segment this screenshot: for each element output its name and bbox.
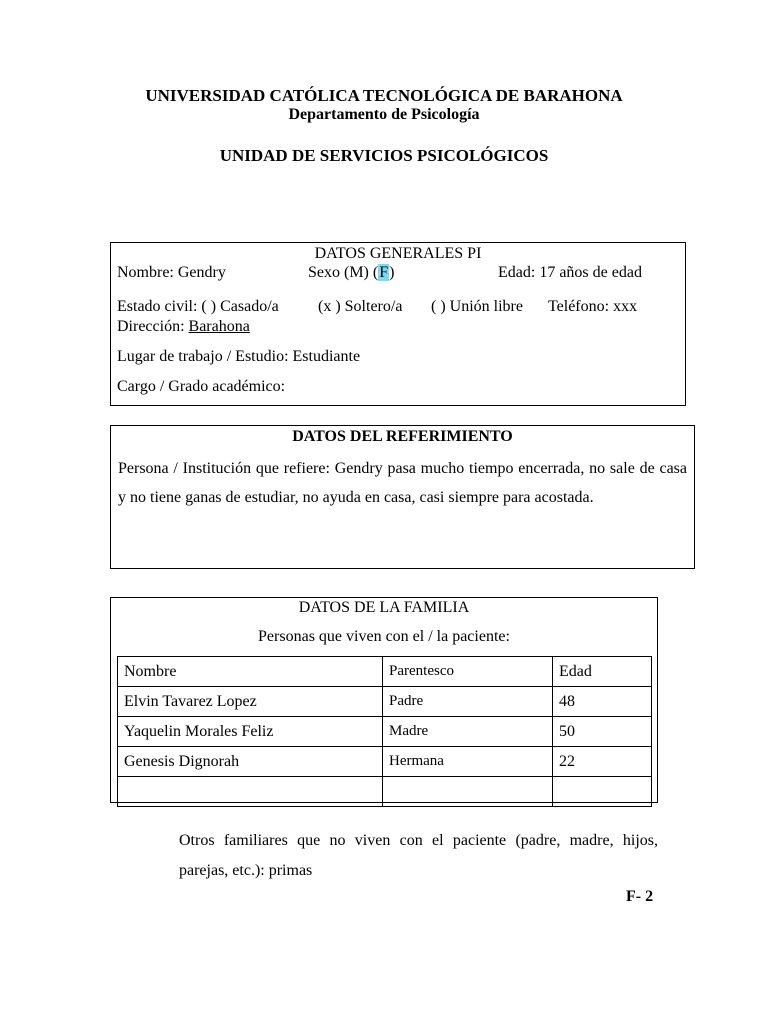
single-option: (x ) Soltero/a bbox=[318, 298, 403, 315]
referral-title: DATOS DEL REFERIMIENTO bbox=[292, 428, 513, 445]
name-field: Nombre: Gendry bbox=[117, 264, 226, 281]
family-table bbox=[117, 656, 652, 807]
page-code: F- 2 bbox=[626, 888, 654, 905]
university-title: UNIVERSIDAD CATÓLICA TECNOLÓGICA DE BARAHONA bbox=[145, 86, 623, 105]
header-nombre: Nombre bbox=[118, 657, 383, 687]
cell-nombre bbox=[118, 777, 383, 807]
sex-selected: F bbox=[379, 264, 389, 281]
workplace-field: Lugar de trabajo / Estudio: Estudiante bbox=[117, 348, 361, 365]
address-label: Dirección: bbox=[117, 318, 189, 335]
other-relatives-text: Otros familiares que no viven con el paciente (padre, madre, hijos, parejas, etc.): primas bbox=[179, 832, 658, 879]
cell-parentesco: Padre bbox=[383, 687, 553, 717]
table-row bbox=[118, 687, 652, 717]
cell-nombre: Elvin Tavarez Lopez bbox=[118, 687, 383, 717]
sex-field bbox=[308, 264, 394, 282]
phone-field: Teléfono: xxx bbox=[548, 298, 638, 315]
referral-box bbox=[110, 425, 695, 569]
table-header-row bbox=[118, 657, 652, 687]
position-field: Cargo / Grado académico: bbox=[117, 378, 286, 395]
sex-prefix: Sexo (M) ( bbox=[308, 264, 379, 281]
cell-edad: 22 bbox=[553, 747, 652, 777]
cell-parentesco: Madre bbox=[383, 717, 553, 747]
table-row-empty bbox=[118, 777, 652, 807]
free-union-option: ( ) Unión libre bbox=[431, 298, 523, 315]
referral-text: Persona / Institución que refiere: Gendry pasa mucho tiempo encerrada, no sale de casa y no tiene ganas de estudiar, no ayuda en casa, casi siempre para acostada. bbox=[118, 460, 687, 506]
family-title: DATOS DE LA FAMILIA bbox=[298, 599, 470, 616]
cell-edad bbox=[553, 777, 652, 807]
header-parentesco: Parentesco bbox=[383, 657, 553, 687]
address-value: Barahona bbox=[188, 318, 250, 335]
family-subtitle: Personas que viven con el / la paciente: bbox=[258, 628, 510, 645]
header-edad: Edad bbox=[553, 657, 652, 687]
cell-nombre: Genesis Dignorah bbox=[118, 747, 383, 777]
department-title: Departamento de Psicología bbox=[288, 106, 480, 123]
age-field: Edad: 17 años de edad bbox=[498, 264, 642, 281]
general-data-box bbox=[110, 242, 686, 406]
family-box bbox=[110, 597, 658, 803]
civil-status-field: Estado civil: ( ) Casado/a bbox=[117, 298, 279, 315]
cell-parentesco bbox=[383, 777, 553, 807]
cell-nombre: Yaquelin Morales Feliz bbox=[118, 717, 383, 747]
unit-title: UNIDAD DE SERVICIOS PSICOLÓGICOS bbox=[219, 146, 549, 165]
table-row bbox=[118, 717, 652, 747]
cell-edad: 50 bbox=[553, 717, 652, 747]
cell-parentesco: Hermana bbox=[383, 747, 553, 777]
address-field bbox=[117, 318, 250, 336]
general-data-title: DATOS GENERALES PI bbox=[314, 245, 482, 262]
sex-suffix: ) bbox=[389, 264, 395, 281]
table-row bbox=[118, 747, 652, 777]
cell-edad: 48 bbox=[553, 687, 652, 717]
